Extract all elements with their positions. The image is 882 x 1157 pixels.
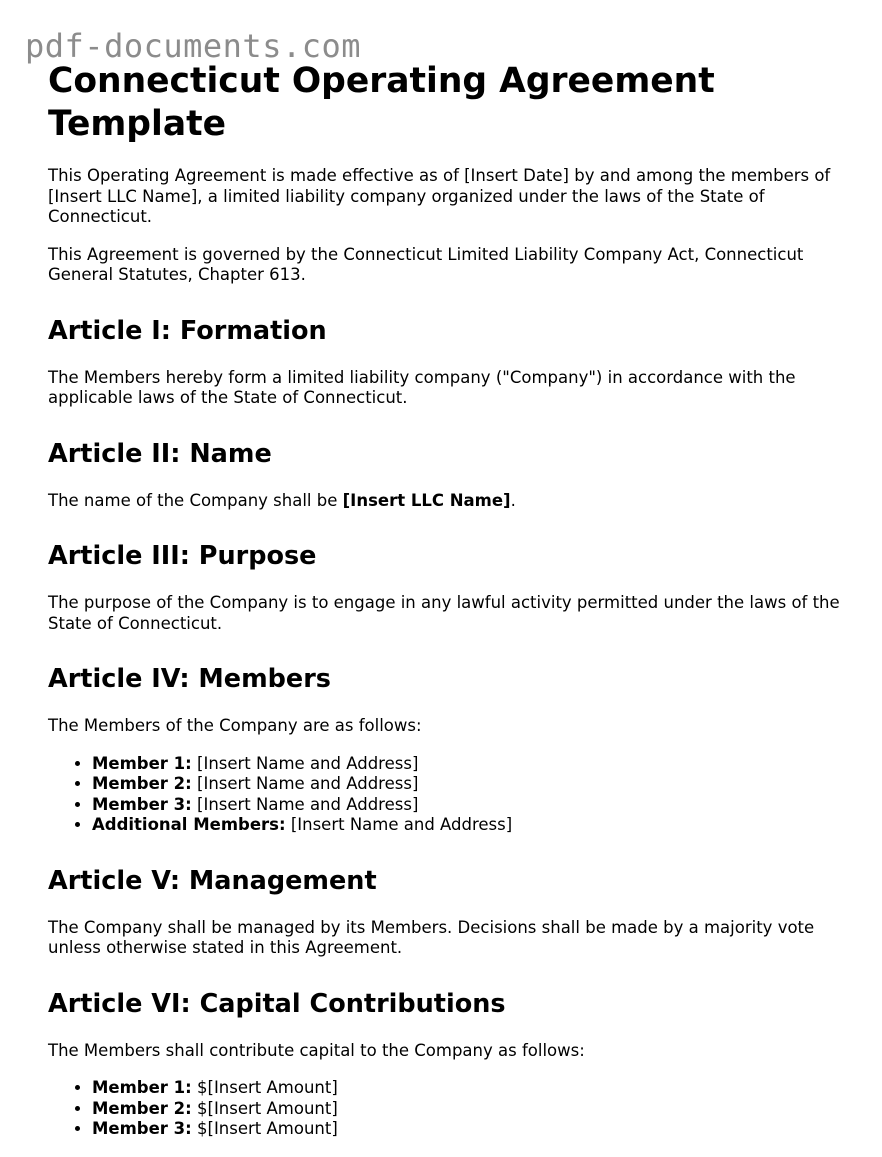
article-heading: Article III: Purpose: [48, 541, 317, 571]
list-item-label: Member 1:: [92, 1078, 192, 1097]
list-item-label: Member 2:: [92, 1098, 192, 1118]
list-item-label: Member 2:: [92, 774, 192, 793]
article-text: The Company shall be managed by its Members. Decisions shall be made by a majority vote unless otherwise stated in this Agreement.: [48, 917, 815, 957]
article-heading: Article VI: Capital Contributions: [48, 988, 506, 1019]
list-item: [92, 1119, 848, 1140]
capital-list: [48, 1078, 848, 1140]
list-item: [92, 795, 848, 816]
members-list: [48, 754, 848, 836]
article-text-part: The name of the Company shall be: [48, 490, 343, 510]
article-text: [48, 491, 848, 512]
list-item: [92, 1078, 848, 1099]
article-text: The Members hereby form a limited liability company ("Company") in accordance with the applicable laws of the State of Connecticut.: [48, 367, 796, 407]
article-heading: Article II: Name: [48, 438, 272, 469]
list-item-value: $[Insert Amount]: [191, 1119, 338, 1138]
list-item-value: $[Insert Amount]: [191, 1098, 338, 1118]
list-item-value: $[Insert Amount]: [191, 1078, 338, 1097]
list-item: [92, 815, 848, 836]
intro-paragraph: This Agreement is governed by the Connecticut Limited Liability Company Act, Connecticut General Statutes, Chapter 613.: [48, 244, 804, 284]
article-text-part: .: [510, 490, 516, 510]
list-item-value: [Insert Name and Address]: [285, 815, 513, 834]
page-title: Connecticut Operating Agreement Template: [48, 61, 715, 144]
article-heading: Article I: Formation: [48, 315, 327, 346]
list-item: [92, 754, 848, 775]
article-text: The Members of the Company are as follows:: [48, 716, 422, 735]
article-text: The purpose of the Company is to engage in any lawful activity permitted under the laws of the State of Connecticut.: [48, 593, 840, 633]
article-heading: Article IV: Members: [48, 664, 331, 694]
list-item-value: [Insert Name and Address]: [191, 753, 419, 773]
document: [48, 60, 848, 1157]
llc-name-placeholder: [Insert LLC Name]: [342, 490, 511, 510]
article-text: The Members shall contribute capital to the Company as follows:: [48, 1040, 585, 1060]
list-item-value: [Insert Name and Address]: [191, 774, 419, 793]
watermark: pdf-documents.com: [25, 27, 362, 65]
list-item-label: Additional Members:: [92, 815, 286, 834]
list-item-label: Member 3:: [92, 794, 192, 814]
list-item-label: Member 3:: [92, 1119, 192, 1138]
list-item: [92, 1099, 848, 1120]
list-item-label: Member 1:: [92, 753, 192, 773]
list-item-value: [Insert Name and Address]: [191, 794, 419, 814]
list-item: [92, 774, 848, 795]
intro-paragraph: This Operating Agreement is made effective as of [Insert Date] by and among the members of [Insert LLC Name], a limited liability company organized under the laws of the State of Connecticut.: [48, 166, 831, 226]
article-heading: Article V: Management: [48, 865, 377, 896]
